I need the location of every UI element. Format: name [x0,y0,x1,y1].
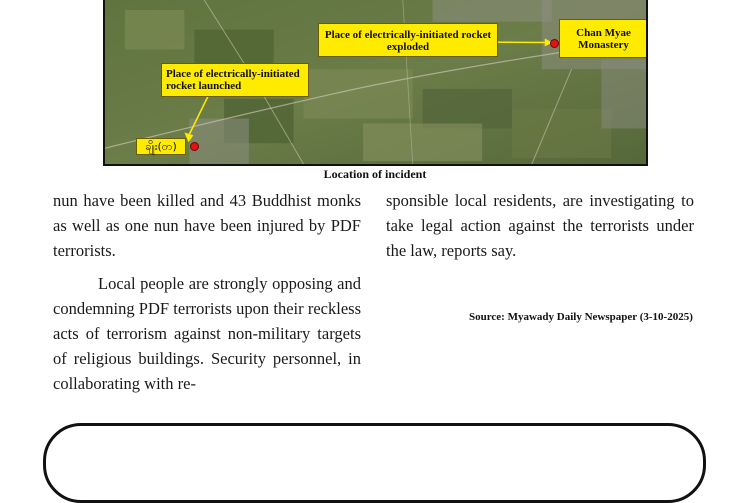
monastery-marker [550,39,559,48]
label-village-name: ချိုး(တ) [136,138,186,155]
launch-site-marker [190,142,199,151]
article-column-left [53,188,361,396]
incident-satellite-map [103,0,648,166]
article-paragraph: Local people are strongly opposing and condemning PDF terrorists upon their reckless acts of terrorism against non-military targets of religious buildings. Security personnel, in collaborating with re- [53,274,361,393]
source-credit: Source: Myawady Daily Newspaper (3-10-2025) [469,311,693,323]
article-paragraph: nun have been killed and 43 Buddhist monks as well as one nun have been injured by PDF terrorists. [53,191,361,260]
label-rocket-exploded: Place of electrically-initiated rocket exploded [318,23,498,57]
label-rocket-launched: Place of electrically-initiated rocket launched [161,63,309,97]
label-chan-myae-monastery: Chan Myae Monastery [559,19,648,58]
article-column-right [386,188,694,263]
article-paragraph: sponsible local residents, are investigating to take legal action against the terrorists under the law, reports say. [386,191,694,260]
map-caption: Location of incident [323,167,427,181]
rounded-frame [43,423,706,503]
